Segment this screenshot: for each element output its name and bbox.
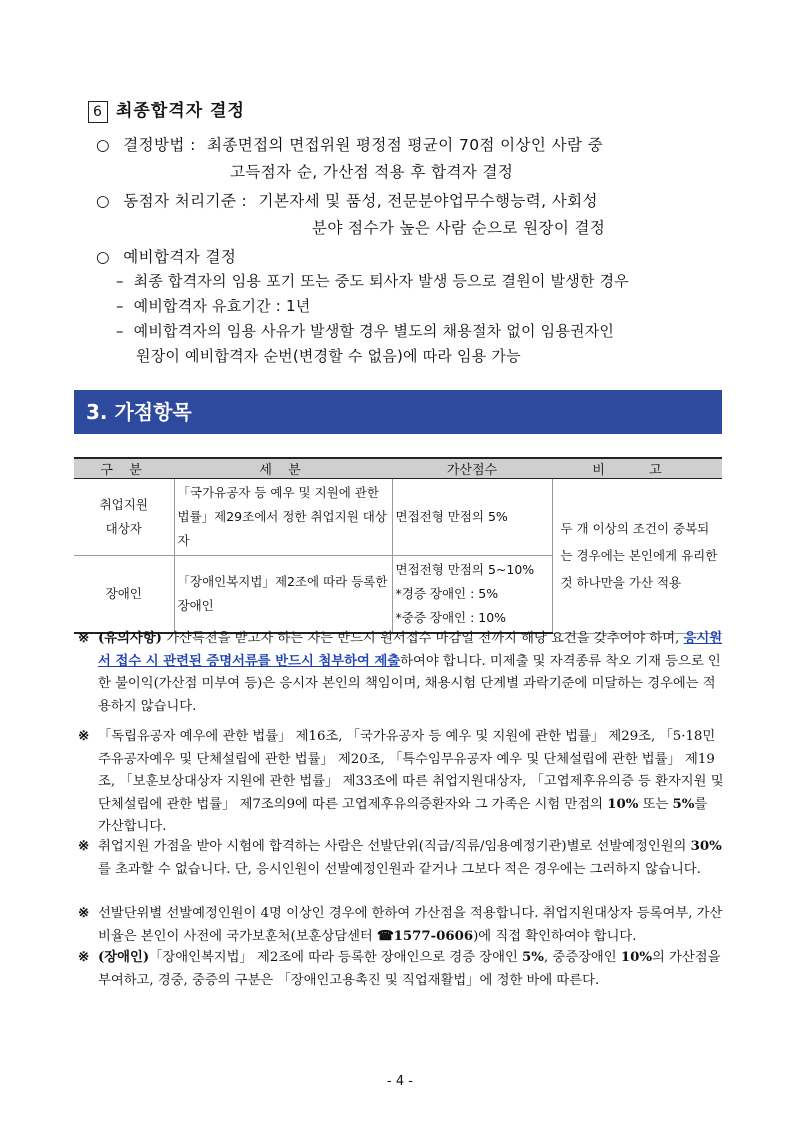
score-cell: 면접전형 만점의 5~10% *경증 장애인 : 5% *중증 장애인 : 10%	[392, 556, 552, 634]
page-number: - 4 -	[387, 1074, 413, 1089]
category-cell: 장애인	[74, 556, 174, 634]
header-category: 구 분	[74, 458, 174, 479]
section-banner: 3. 가점항목	[74, 390, 722, 434]
header-detail: 세 분	[174, 458, 392, 479]
reference-mark: ※	[78, 839, 90, 854]
header-score: 가산점수	[392, 458, 552, 479]
note-caution: ※ (유의사항) 가산특전을 받고자 하는 자는 반드시 원서접수 마감일 전까지 해당 요건을 갖추어야 하며, 응시원서 접수 시 관련된 증명서류를 반드시 첨부하여 제출하여야 합니다. 미제출 및 자격종류 착오 기재 등으로 인한 불이익(가산점 미부여 등)은 응시자 본인의 책임이며, 채용시험 단계별 과락기준에 미달하는 경우에는 적용하지 않습니다.	[78, 628, 724, 718]
section-heading-6	[88, 96, 245, 123]
section-number: 6	[88, 101, 108, 123]
reference-mark: ※	[78, 631, 90, 646]
category-cell: 취업지원 대상자	[74, 479, 174, 556]
item-label: 동점자 처리기준 :	[123, 192, 248, 210]
score-cell: 면접전형 만점의 5%	[392, 479, 552, 556]
note-four-person: ※ 선발단위별 선발예정인원이 4명 이상인 경우에 한하여 가산점을 적용합니다. 취업지원대상자 등록여부, 가산비율은 본인이 사전에 국가보훈처(보훈상담센터 ☎1577-0606)에 직접 확인하여야 합니다.	[78, 903, 724, 948]
dash-item: – 예비합격자 유효기간 : 1년	[116, 297, 311, 315]
dash-item: – 예비합격자의 임용 사유가 발생할 경우 별도의 채용절차 없이 임용권자인	[116, 322, 615, 340]
phone-number: ☎1577-0606	[377, 928, 474, 944]
reference-mark: ※	[78, 950, 90, 965]
remark-cell: 두 개 이상의 조건이 중복되는 경우에는 본인에게 유리한 것 하나만을 가산 적용	[552, 479, 722, 634]
bullet-icon: ○	[96, 192, 110, 210]
dash-item-cont: 원장이 예비합격자 순번(변경할 수 없음)에 따라 임용 가능	[136, 347, 521, 365]
item-text-cont: 고득점자 순, 가산점 적용 후 합격자 결정	[230, 163, 514, 181]
item-text-cont: 분야 점수가 높은 사람 순으로 원장이 결정	[312, 219, 606, 237]
item-label: 결정방법 :	[123, 136, 196, 154]
reference-mark: ※	[78, 729, 90, 744]
reference-mark: ※	[78, 906, 90, 921]
tie-break-rule	[96, 186, 736, 216]
note-veterans-law: ※ 「독립유공자 예우에 관한 법률」 제16조, 「국가유공자 등 예우 및 지원에 관한 법률」 제29조, 「5·18민주유공자예우 및 단체설립에 관한 법률」 제20조, 「특수임무유공자 예우 및 단체설립에 관한 법률」 제19조, 「보훈보상대상자 지원에 관한 법률」 제33조에 따른 취업지원대상자, 「고엽제후유의증 등 환자지원 및 단체설립에 관한 법률」 제7조의9에 따른 고엽제후유의증환자와 그 가족은 시험 만점의 10% 또는 5%를 가산합니다.	[78, 726, 724, 839]
item-text: 기본자세 및 품성, 전문분야업무수행능력, 사회성	[258, 192, 598, 210]
note-30-percent: ※ 취업지원 가점을 받아 시험에 합격하는 사람은 선발단위(직급/직류/임용예정기관)별로 선발예정인원의 30%를 초과할 수 없습니다. 단, 응시인원이 선발예정인원과 같거나 그보다 적은 경우에는 그러하지 않습니다.	[78, 836, 724, 881]
required-documents-emphasis: 응시원서 접수 시 관련된 증명서류를 반드시 첨부하여 제출	[98, 631, 723, 669]
section-title: 최종합격자 결정	[116, 101, 245, 121]
bullet-icon: ○	[96, 136, 110, 154]
detail-cell: 「국가유공자 등 예우 및 지원에 관한 법률」제29조에서 정한 취업지원 대상자	[174, 479, 392, 556]
decision-method	[96, 130, 736, 160]
item-text: 최종면접의 면접위원 평정점 평균이 70점 이상인 사람 중	[207, 136, 604, 154]
dash-item: – 최종 합격자의 임용 포기 또는 중도 퇴사자 발생 등으로 결원이 발생한 경우	[116, 272, 629, 290]
header-remark: 비 고	[552, 458, 722, 479]
item-label: 예비합격자 결정	[123, 248, 237, 266]
bullet-icon: ○	[96, 248, 110, 266]
note-disability: ※ (장애인)「장애인복지법」 제2조에 따라 등록한 장애인으로 경증 장애인 5%, 중증장애인 10%의 가산점을 부여하고, 경중, 중증의 구분은 「장애인고용촉진 및 직업재활법」에 정한 바에 따른다.	[78, 947, 724, 992]
detail-cell: 「장애인복지법」제2조에 따라 등록한 장애인	[174, 556, 392, 634]
bonus-table	[74, 457, 722, 634]
